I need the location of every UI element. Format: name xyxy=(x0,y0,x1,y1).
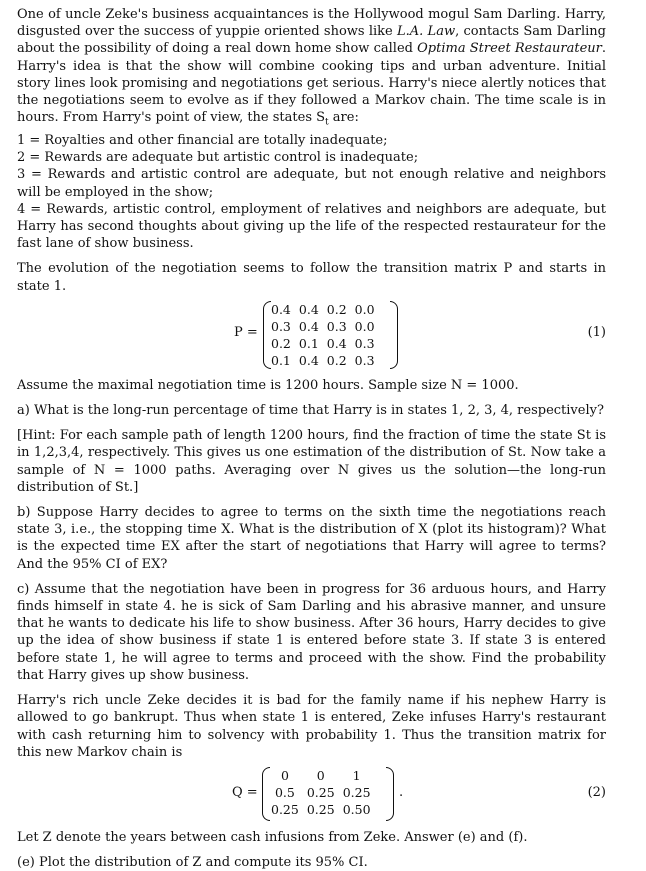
matrix-cell: 0.25 xyxy=(306,801,335,817)
matrix-cell: 0.4 xyxy=(298,318,319,334)
equation-number-1: (1) xyxy=(587,324,606,340)
evolution-sentence: The evolution of the negotiation seems to follow the transition matrix P and starts in state 1. xyxy=(17,261,606,294)
matrix-q-right-paren xyxy=(386,767,394,821)
state-3-definition: 3 = Rewards and artistic control are adequate, but not enough relative and neighbors will be employed in the show; xyxy=(17,167,606,200)
question-b: b) Suppose Harry decides to agree to terms on the sixth time the negotiations reach state 3, i.e., the stopping time X. What is the distribution of X (plot its histogram)? What is the expected time EX after the start of negotiations that Harry will agree to terms? And the 95% CI of EX? xyxy=(17,505,606,572)
matrix-cell: 0.3 xyxy=(354,335,375,351)
matrix-cell: 1 xyxy=(352,767,361,783)
equation-number-2: (2) xyxy=(587,784,606,800)
matrix-p xyxy=(263,301,398,369)
matrix-cell: 0.1 xyxy=(271,352,291,368)
equation-p xyxy=(17,301,606,369)
question-e: (e) Plot the distribution of Z and compute its 95% CI. xyxy=(17,855,368,871)
matrix-cell: 0.0 xyxy=(354,318,375,334)
matrix-cell: 0.4 xyxy=(271,301,291,317)
matrix-cell: 0.1 xyxy=(298,335,319,351)
matrix-p-label: P = xyxy=(234,324,258,340)
matrix-cell: 0.4 xyxy=(326,335,347,351)
matrix-p-table xyxy=(267,301,379,369)
uncle-zeke-paragraph: Harry's rich uncle Zeke decides it is bad for the family name if his nephew Harry is allowed to go bankrupt. Thus when state 1 is entered, Zeke infuses Harry's restaurant with cash returning him to solvency with probability 1. Thus the transition matrix for this new Markov chain is xyxy=(17,693,606,760)
equation-q xyxy=(17,767,606,821)
matrix-cell: 0.4 xyxy=(298,301,319,317)
matrix-cell: 0.0 xyxy=(354,301,375,317)
matrix-cell: 0 xyxy=(316,767,325,783)
matrix-cell: 0.25 xyxy=(306,784,335,800)
matrix-cell: 0.50 xyxy=(342,801,371,817)
matrix-cell: 0.4 xyxy=(298,352,319,368)
matrix-cell: 0.2 xyxy=(271,335,291,351)
document-page xyxy=(17,6,606,871)
intro-paragraph: One of uncle Zeke's business acquaintances is the Hollywood mogul Sam Darling. Harry, disgusted over the success of yuppie oriented shows like L.A. Law, contacts Sam Darling about the possibility of doing a real down home show called Optima Street Restaurateur. Harry's idea is that the show will combine cooking tips and urban adventure. Initial story lines look promising and negotiations get serious. Harry's niece alertly notices that the negotiations seem to evolve as if they followed a Markov chain. The time scale is in hours. From Harry's point of view, the states $S_t$ are: xyxy=(17,7,606,128)
matrix-cell: 0.3 xyxy=(326,318,347,334)
matrix-cell: 0.2 xyxy=(326,352,347,368)
question-a: a) What is the long-run percentage of time that Harry is in states 1, 2, 3, 4, respectively? xyxy=(17,403,604,419)
matrix-cell: 0.3 xyxy=(354,352,375,368)
matrix-cell: 0.2 xyxy=(326,301,347,317)
matrix-cell: 0.25 xyxy=(271,801,299,817)
matrix-q-period: . xyxy=(399,784,404,800)
state-1-definition: 1 = Royalties and other financial are totally inadequate; xyxy=(17,133,388,149)
assumption-sentence: Assume the maximal negotiation time is 1200 hours. Sample size N = 1000. xyxy=(17,377,519,393)
matrix-cell: 0 xyxy=(280,767,289,783)
state-4-definition: 4 = Rewards, artistic control, employment of relatives and neighbors are adequate, but Harry has second thoughts about giving up the life of the respected restaurateur for the fast lane of show business. xyxy=(17,201,606,252)
matrix-q xyxy=(262,767,394,821)
matrix-cell: 0.5 xyxy=(274,784,295,800)
state-2-definition: 2 = Rewards are adequate but artistic control is inadequate; xyxy=(17,150,419,166)
question-c: c) Assume that the negotiation have been in progress for 36 arduous hours, and Harry finds himself in state 4. he is sick of Sam Darling and his abrasive manner, and unsure that he wants to dedicate his life to show business. After 36 hours, Harry decides to give up the idea of show business if state 1 is entered before state 3. If state 3 is entered before state 1, he will agree to terms and proceed with the show. Find the probability that Harry gives up show business. xyxy=(17,581,606,683)
matrix-cell: 0.3 xyxy=(271,318,291,334)
matrix-cell: 0.25 xyxy=(342,784,371,800)
matrix-q-table xyxy=(267,767,375,818)
matrix-p-right-paren xyxy=(390,301,398,369)
let-z-sentence: Let Z denote the years between cash infusions from Zeke. Answer (e) and (f). xyxy=(17,829,528,845)
hint-paragraph: [Hint: For each sample path of length 1200 hours, find the fraction of time the state St is in 1,2,3,4, respectively. This gives us one estimation of the distribution of St. Now take a sample of N = 1000 paths. Averaging over N gives us the solution—the long-run distribution of St.] xyxy=(17,428,606,495)
show-title-la-law: L.A. Law xyxy=(397,24,456,40)
matrix-q-label: Q = xyxy=(232,784,258,800)
show-title-optima: Optima Street Restaurateur xyxy=(417,41,602,57)
